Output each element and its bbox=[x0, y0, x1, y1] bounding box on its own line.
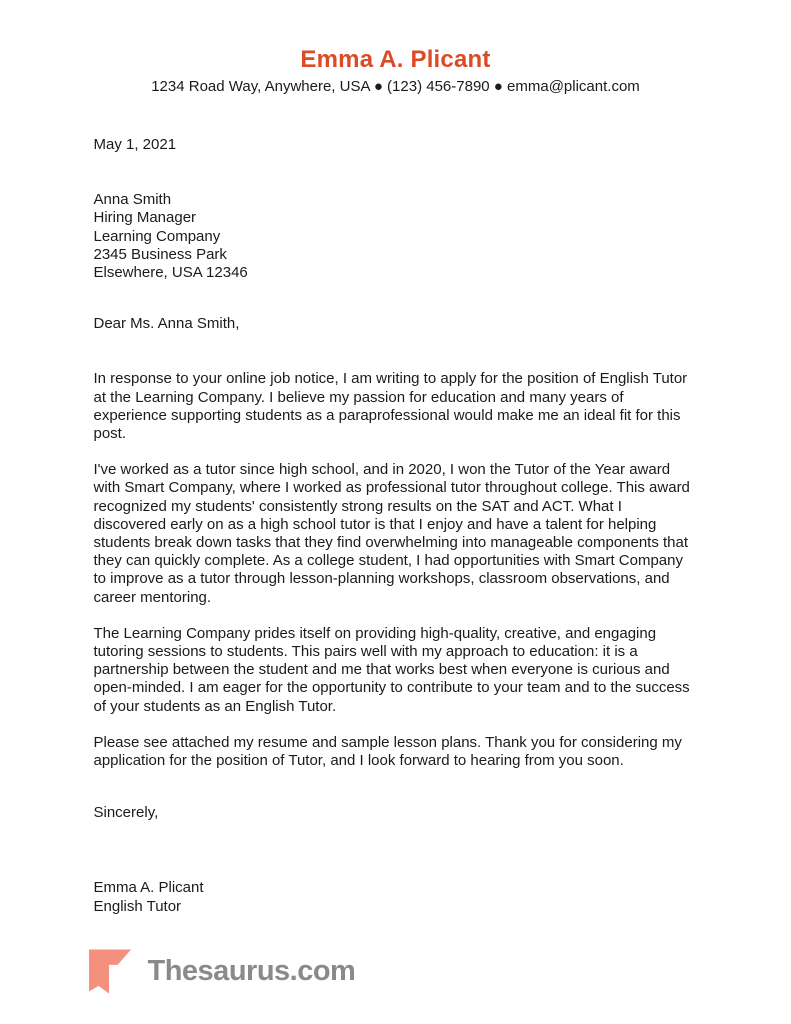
body-paragraph-4: Please see attached my resume and sample lesson plans. Thank you for considering my application for the position of Tutor, and I look forward to hearing from you soon. bbox=[93, 733, 682, 770]
recipient-city: Elsewhere, USA 12346 bbox=[93, 264, 248, 282]
recipient-address-block bbox=[94, 191, 698, 282]
recipient-street: 2345 Business Park bbox=[93, 245, 227, 263]
signature-name: Emma A. Plicant bbox=[93, 879, 204, 897]
signature-title: English Tutor bbox=[93, 897, 182, 915]
recipient-company: Learning Company bbox=[93, 227, 221, 245]
salutation: Dear Ms. Anna Smith, bbox=[93, 315, 240, 333]
letter-header bbox=[94, 46, 698, 96]
brand-footer bbox=[89, 949, 698, 994]
letter-body bbox=[94, 370, 698, 770]
sender-name: Emma A. Plicant bbox=[300, 46, 491, 73]
sender-contact-line: 1234 Road Way, Anywhere, USA ● (123) 456-7890 ● emma@plicant.com bbox=[151, 78, 640, 95]
recipient-name: Anna Smith bbox=[93, 191, 172, 209]
brand-wordmark: Thesaurus.com bbox=[147, 954, 356, 987]
body-paragraph-2: I've worked as a tutor since high school, and in 2020, I won the Tutor of the Year award with Smart Company, where I worked as professional tutor throughout college. This award recognized my students' consistently strong results on the SAT and ACT. What I discovered early on as a high school tutor is that I enjoy and have a talent for helping students break down tasks that they find overwhelming into manageable components that they can quickly complete. As a college student, I had opportunities with Smart Company to improve as a tutor through lesson-planning workshops, classroom observations, and career mentoring. bbox=[93, 461, 690, 606]
thesaurus-logo-icon bbox=[89, 949, 131, 994]
letter-date: May 1, 2021 bbox=[93, 136, 177, 153]
body-paragraph-3: The Learning Company prides itself on providing high-quality, creative, and engaging tutoring sessions to students. This pairs well with my approach to education: it is a partnership between the student and me that works best when everyone is curious and open-minded. I am eager for the opportunity to contribute to your team and to the success of your students as an English Tutor. bbox=[93, 624, 690, 715]
valediction: Sincerely, bbox=[93, 804, 159, 822]
body-paragraph-1: In response to your online job notice, I am writing to apply for the position of English Tutor at the Learning Company. I believe my passion for education and many years of experience supporting students as a paraprofessional would make me an ideal fit for this post. bbox=[93, 370, 688, 443]
signature-block bbox=[94, 879, 698, 915]
recipient-title: Hiring Manager bbox=[93, 209, 197, 227]
